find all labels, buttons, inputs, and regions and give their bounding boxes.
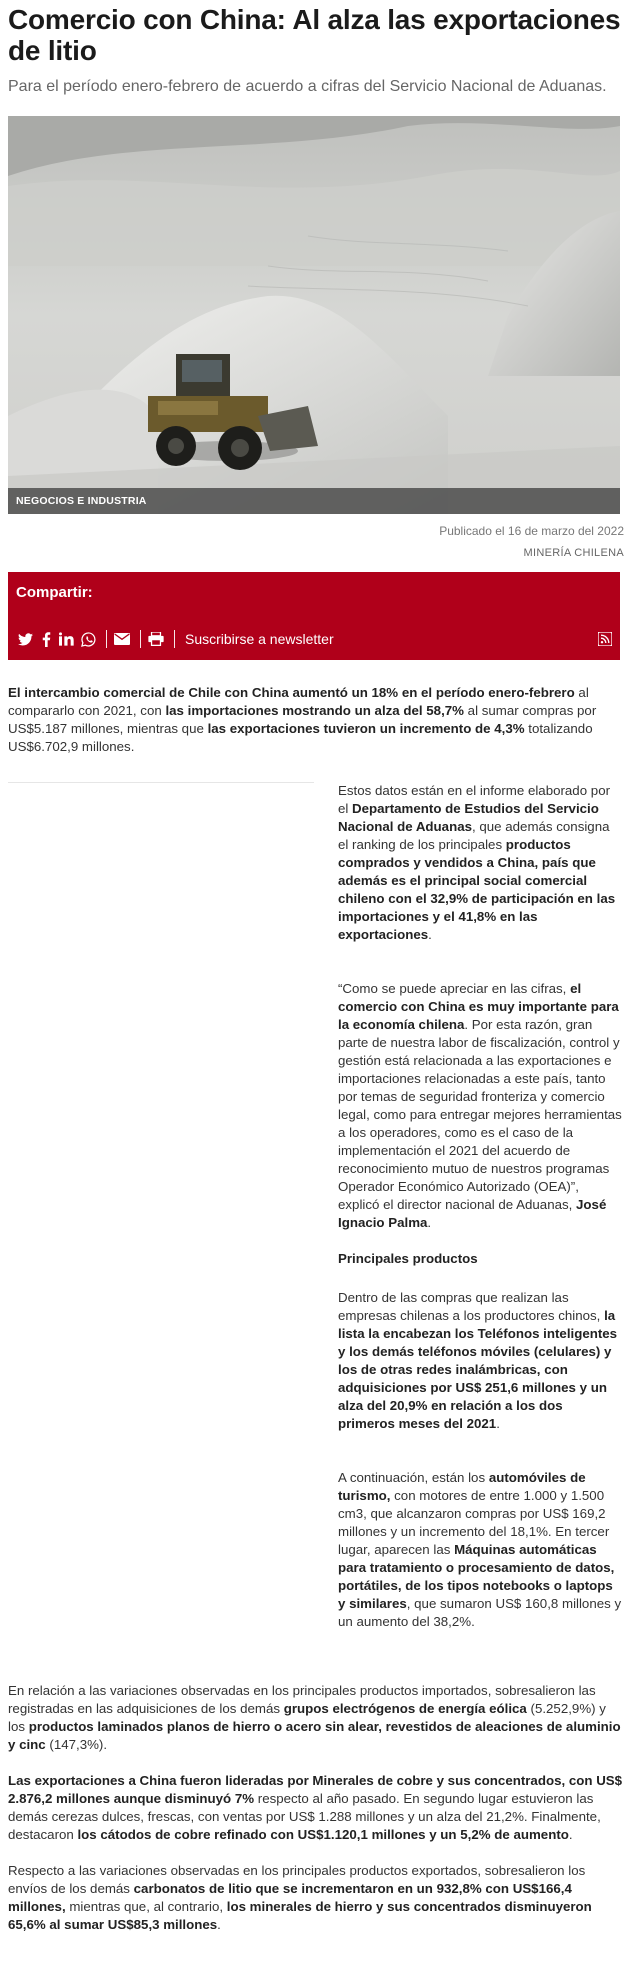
twitter-icon[interactable] [16,631,34,647]
email-icon[interactable] [113,631,131,647]
whatsapp-icon[interactable] [79,631,97,647]
publish-date: Publicado el 16 de marzo del 2022 [439,524,624,538]
share-divider [140,630,141,648]
share-bar [8,572,620,660]
print-icon[interactable] [147,631,165,647]
lead-paragraph: El intercambio comercial de Chile con China aumentó un 18% en el período enero-febrero al compararlo con 2021, con las importaciones mostrando un alza del 58,7% al sumar compras por US$5.187 millones, mientras que las exportaciones tuvieron un incremento de 4,3% totalizando US$6.702,9 millones. [8,685,597,754]
article-subtitle: Para el período enero-febrero de acuerdo a cifras del Servicio Nacional de Aduanas. [8,78,607,95]
share-divider [174,630,175,648]
article-source: MINERÍA CHILENA [523,547,624,559]
share-title: Compartir: [16,584,93,601]
facebook-icon[interactable] [37,631,55,647]
body-paragraph: Estos datos están en el informe elaborado por el Departamento de Estudios del Servicio Nacional de Aduanas, que además consigna el ranking de los principales productos comprados y vendidos a China, país que además es el principal social comercial chileno con el 32,9% de participación en las importaciones y el 41,8% en las exportaciones. [338,783,616,942]
hero-photo-illustration [8,116,620,514]
article-page [0,4,634,1934]
section-heading: Principales productos [338,1251,478,1266]
body-paragraph: Las exportaciones a China fueron lideradas por Minerales de cobre y sus concentrados, con US$ 2.876,2 millones aunque disminuyó 7% respecto al año pasado. En segundo lugar estuvieron las demás cerezas dulces, frescas, con ventas por US$ 1.288 millones y un alza del 21,2%. Finalmente, destacaron los cátodos de cobre refinado con US$1.120,1 millones y un 5,2% de aumento. [8,1773,623,1842]
share-actions [16,630,334,648]
left-column-divider [8,782,314,783]
hero-image [8,116,620,514]
quote-paragraph: “Como se puede apreciar en las cifras, el comercio con China es muy importante para la economía chilena. Por esta razón, gran parte de nuestra labor de fiscalización, control y gestión está relacionada a las exportaciones e importaciones relacionadas a este país, tanto por temas de seguridad fronteriza y comercio legal, como para entregar mejores herramientas a los operadores, como es el caso de la implementación el 2021 del acuerdo de reconocimiento mutuo de nuestros programas Operador Económico Autorizado (OEA)”, explicó el director nacional de Aduanas, José Ignacio Palma. [338,981,622,1230]
article-title: Comercio con China: Al alza las exportaciones de litio [8,4,621,66]
body-paragraph: Dentro de las compras que realizan las empresas chilenas a los productores chinos, la lista la encabezan los Teléfonos inteligentes y los demás teléfonos móviles (celulares) y los de otras redes inalámbricas, con adquisiciones por US$ 251,6 millones y un alza del 20,9% en relación a los dos primeros meses del 2021. [338,1290,618,1431]
body-paragraph: A continuación, están los automóviles de turismo, con motores de entre 1.000 y 1.500 cm3, que alcanzaron compras por US$ 169,2 millones y un incremento del 18,1%. En tercer lugar, aparecen las Máquinas automáticas para tratamiento o procesamiento de datos, portátiles, de los tipos notebooks o laptops y similares, que sumaron US$ 160,8 millones y un aumento del 38,2%. [338,1470,622,1629]
body-paragraph: En relación a las variaciones observadas en los principales productos importados, sobresalieron las registradas en las adquisiciones de los demás grupos electrógenos de energía eólica (5.252,9%) y los productos laminados planos de hierro o acero sin alear, revestidos de aleaciones de aluminio y cinc (147,3%). [8,1683,621,1752]
linkedin-icon[interactable] [58,631,76,647]
two-column-section [8,782,624,1682]
body-paragraph: Respecto a las variaciones observadas en los principales productos exportados, sobresalieron los envíos de los demás carbonatos de litio que se incrementaron en un 932,8% con US$166,4 millones, mientras que, al contrario, los minerales de hierro y sus concentrados disminuyeron 65,6% al sumar US$85,3 millones. [8,1863,592,1932]
image-category-label: NEGOCIOS E INDUSTRIA [8,488,620,514]
right-column [338,782,622,1649]
rss-icon[interactable] [598,632,612,646]
share-divider [106,630,107,648]
newsletter-link[interactable]: Suscribirse a newsletter [185,631,334,647]
